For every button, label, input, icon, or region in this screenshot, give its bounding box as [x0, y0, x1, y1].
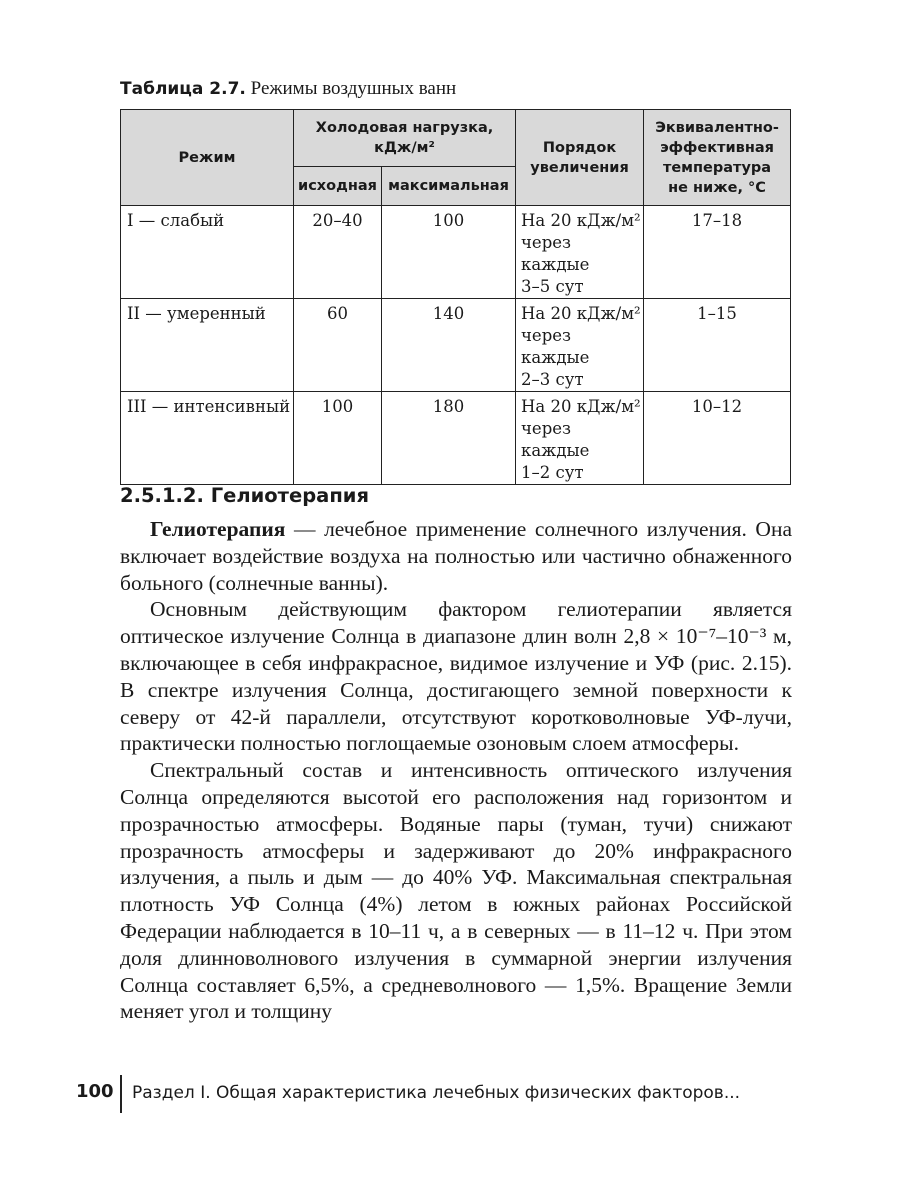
header-mode: Режим [121, 110, 294, 206]
air-baths-table [120, 109, 791, 485]
header-initial: исходная [294, 167, 382, 206]
section-title: 2.5.1.2. Гелиотерапия [120, 484, 369, 507]
cell-initial: 20–40 [294, 206, 382, 299]
cell-mode: I — слабый [121, 206, 294, 299]
cell-temperature: 10–12 [644, 392, 791, 485]
table-row [121, 206, 791, 299]
cell-order: На 20 кДж/м² через каждые 3–5 сут [516, 206, 644, 299]
header-equivalent-temperature: Эквивалентно- эффективная температура не ниже, °С [644, 110, 791, 206]
table-header-row [121, 110, 791, 167]
cell-temperature: 17–18 [644, 206, 791, 299]
page-number: 100 [76, 1081, 114, 1102]
table-row [121, 392, 791, 485]
term-heliotherapy: Гелиотерапия [150, 517, 286, 541]
cell-maximum: 100 [382, 206, 516, 299]
cell-order: На 20 кДж/м² через каждые 1–2 сут [516, 392, 644, 485]
footer-divider [120, 1075, 122, 1113]
cell-mode: II — умеренный [121, 299, 294, 392]
table-caption-title: Режимы воздушных ванн [250, 78, 457, 99]
table-caption-label: Таблица 2.7. [120, 79, 246, 99]
paragraph: Спектральный состав и интенсивность оптического излучения Солнца определяются высотой его расположения над горизонтом и прозрачностью атмосферы. Водяные пары (туман, тучи) снижают прозрачность атмосферы и задерживают до 20% инфракрасного излучения, а пыль и дым — до 40% УФ. Максимальная спектральная плотность УФ Солнца (4%) летом в южных районах Российской Федерации наблюдается в 10–11 ч, а в северных — в 11–12 ч. При этом доля длинноволнового излучения в суммарной энергии излучения Солнца составляет 6,5%, а средневолнового — 1,5%. Вращение Земли меняет угол и толщину [120, 758, 792, 1024]
body-text [120, 516, 792, 1025]
header-increase-order: Порядок увеличения [516, 110, 644, 206]
cell-maximum: 140 [382, 299, 516, 392]
header-maximum: максимальная [382, 167, 516, 206]
table-caption [120, 78, 456, 100]
paragraph: Основным действующим фактором гелиотерапии является оптическое излучение Солнца в диапазоне длин волн 2,8 × 10⁻⁷–10⁻³ м, включающее в себя инфракрасное, видимое излучение и УФ (рис. 2.15). В спектре излучения Солнца, достигающего земной поверхности к северу от 42-й параллели, отсутствуют коротковолновые УФ-лучи, практически полностью поглощаемые озоновым слоем атмосферы. [120, 597, 792, 756]
table-row [121, 299, 791, 392]
cell-maximum: 180 [382, 392, 516, 485]
cell-initial: 60 [294, 299, 382, 392]
running-head: Раздел I. Общая характеристика лечебных физических факторов... [132, 1083, 741, 1103]
cell-temperature: 1–15 [644, 299, 791, 392]
header-cold-load: Холодовая нагрузка, кДж/м² [294, 110, 516, 167]
paragraph: Гелиотерапия — лечебное применение солнечного излучения. Она включает воздействие воздуха на полностью или частично обнаженного больного (солнечные ванны). [120, 517, 792, 595]
cell-order: На 20 кДж/м² через каждые 2–3 сут [516, 299, 644, 392]
cell-mode: III — интенсивный [121, 392, 294, 485]
cell-initial: 100 [294, 392, 382, 485]
